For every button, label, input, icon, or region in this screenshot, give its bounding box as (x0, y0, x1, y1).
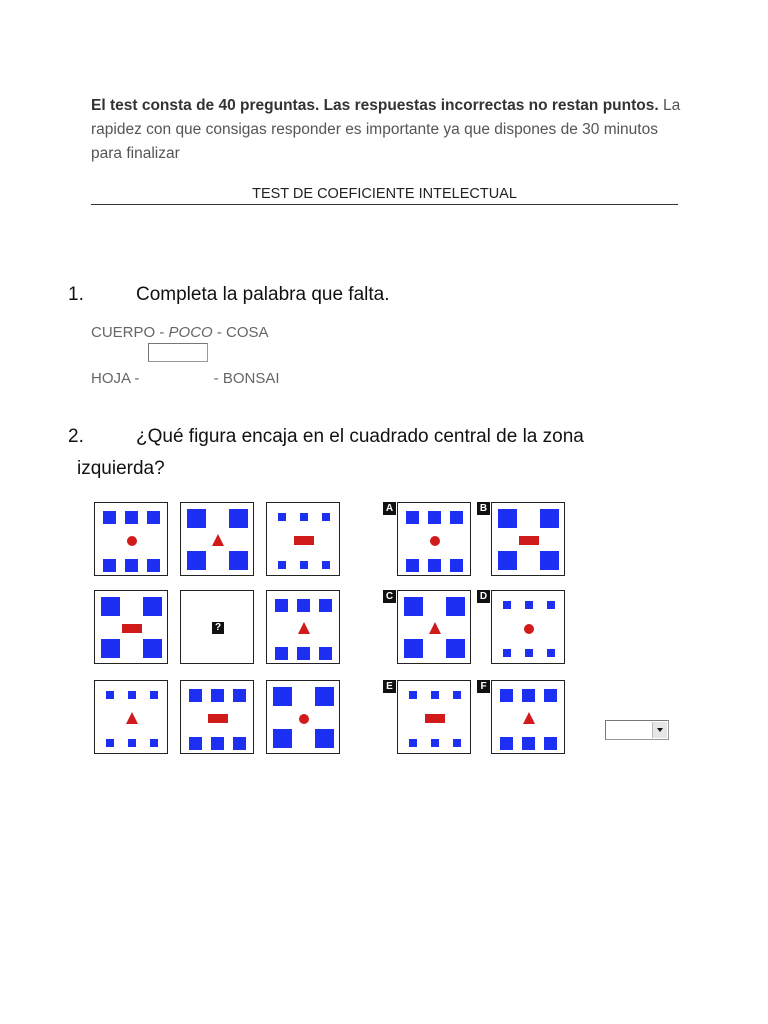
intro-bold: El test consta de 40 preguntas. Las respuestas incorrectas no restan puntos. (91, 97, 659, 114)
square-shape (544, 737, 557, 750)
square-shape (233, 737, 246, 750)
square-shape (103, 559, 116, 572)
square-shape (503, 601, 511, 609)
square-shape (278, 561, 286, 569)
page-title: TEST DE COEFICIENTE INTELECTUAL (91, 186, 678, 205)
example-answer: POCO (168, 324, 213, 341)
square-shape (547, 649, 555, 657)
square-shape (315, 729, 334, 748)
square-shape (522, 689, 535, 702)
square-shape (446, 597, 465, 616)
square-shape (404, 639, 423, 658)
square-shape (150, 691, 158, 699)
square-shape (150, 739, 158, 747)
grid-cell-2-2-missing (180, 590, 254, 664)
square-shape (450, 511, 463, 524)
grid-cell-3-3 (266, 680, 340, 754)
square-shape (446, 639, 465, 658)
square-shape (147, 511, 160, 524)
answer-select[interactable] (605, 720, 669, 740)
square-shape (450, 559, 463, 572)
square-shape (106, 691, 114, 699)
square-shape (229, 509, 248, 528)
square-shape (229, 551, 248, 570)
square-shape (106, 739, 114, 747)
triangle-shape (523, 712, 535, 724)
question-mark-icon: ? (212, 622, 224, 634)
square-shape (406, 511, 419, 524)
square-shape (404, 597, 423, 616)
circle-shape (127, 536, 137, 546)
square-shape (101, 639, 120, 658)
option-b (491, 502, 565, 576)
option-c (397, 590, 471, 664)
square-shape (187, 509, 206, 528)
square-shape (322, 561, 330, 569)
square-shape (103, 511, 116, 524)
square-shape (431, 691, 439, 699)
square-shape (409, 739, 417, 747)
grid-cell-1-1 (94, 502, 168, 576)
triangle-shape (298, 622, 310, 634)
square-shape (428, 559, 441, 572)
square-shape (147, 559, 160, 572)
triangle-shape (212, 534, 224, 546)
square-shape (275, 647, 288, 660)
square-shape (101, 597, 120, 616)
square-shape (211, 737, 224, 750)
option-f-label: F (477, 680, 490, 693)
square-shape (319, 599, 332, 612)
square-shape (273, 729, 292, 748)
dropdown-button[interactable] (652, 722, 667, 738)
question-2-text: ¿Qué figura encaja en el cuadrado central de la zona (136, 426, 584, 447)
option-f (491, 680, 565, 754)
square-shape (233, 689, 246, 702)
square-shape (503, 649, 511, 657)
example-line (91, 324, 269, 341)
rectangle-shape (294, 536, 314, 545)
option-d-label: D (477, 590, 490, 603)
circle-shape (299, 714, 309, 724)
grid-cell-3-1 (94, 680, 168, 754)
square-shape (128, 691, 136, 699)
question-1-text: Completa la palabra que falta. (136, 284, 390, 305)
square-shape (431, 739, 439, 747)
square-shape (275, 599, 288, 612)
square-shape (143, 597, 162, 616)
option-b-label: B (477, 502, 490, 515)
square-shape (498, 509, 517, 528)
square-shape (189, 689, 202, 702)
square-shape (525, 601, 533, 609)
square-shape (544, 689, 557, 702)
grid-cell-2-1 (94, 590, 168, 664)
option-a-label: A (383, 502, 396, 515)
square-shape (300, 561, 308, 569)
square-shape (297, 599, 310, 612)
puzzle-word-1: HOJA - (91, 370, 144, 387)
square-shape (453, 739, 461, 747)
square-shape (540, 509, 559, 528)
chevron-down-icon (657, 728, 663, 732)
square-shape (319, 647, 332, 660)
rectangle-shape (425, 714, 445, 723)
square-shape (125, 511, 138, 524)
square-shape (409, 691, 417, 699)
square-shape (125, 559, 138, 572)
question-2-text-cont: izquierda? (77, 458, 165, 479)
square-shape (278, 513, 286, 521)
intro-paragraph (91, 94, 681, 166)
square-shape (428, 511, 441, 524)
missing-word-input[interactable] (148, 343, 208, 362)
question-2-number: 2. (68, 426, 84, 447)
square-shape (498, 551, 517, 570)
square-shape (189, 737, 202, 750)
grid-cell-1-3 (266, 502, 340, 576)
rectangle-shape (122, 624, 142, 633)
square-shape (540, 551, 559, 570)
rectangle-shape (519, 536, 539, 545)
square-shape (211, 689, 224, 702)
grid-cell-2-3 (266, 590, 340, 664)
square-shape (273, 687, 292, 706)
square-shape (143, 639, 162, 658)
square-shape (453, 691, 461, 699)
option-e-label: E (383, 680, 396, 693)
option-a (397, 502, 471, 576)
rectangle-shape (208, 714, 228, 723)
puzzle-line (91, 370, 280, 387)
square-shape (297, 647, 310, 660)
square-shape (315, 687, 334, 706)
square-shape (322, 513, 330, 521)
square-shape (525, 649, 533, 657)
puzzle-word-2: - BONSAI (209, 370, 280, 387)
option-d (491, 590, 565, 664)
option-e (397, 680, 471, 754)
square-shape (300, 513, 308, 521)
square-shape (500, 737, 513, 750)
square-shape (406, 559, 419, 572)
triangle-shape (126, 712, 138, 724)
grid-cell-1-2 (180, 502, 254, 576)
square-shape (522, 737, 535, 750)
example-word-2: - COSA (212, 324, 269, 341)
question-1-number: 1. (68, 284, 84, 305)
intro-rest: La rapidez con que consigas responder es importante ya que dispones de 30 minutos para finalizar (91, 97, 681, 162)
grid-cell-3-2 (180, 680, 254, 754)
example-word-1: CUERPO - (91, 324, 169, 341)
option-c-label: C (383, 590, 396, 603)
triangle-shape (429, 622, 441, 634)
square-shape (128, 739, 136, 747)
square-shape (187, 551, 206, 570)
circle-shape (430, 536, 440, 546)
square-shape (547, 601, 555, 609)
square-shape (500, 689, 513, 702)
circle-shape (524, 624, 534, 634)
